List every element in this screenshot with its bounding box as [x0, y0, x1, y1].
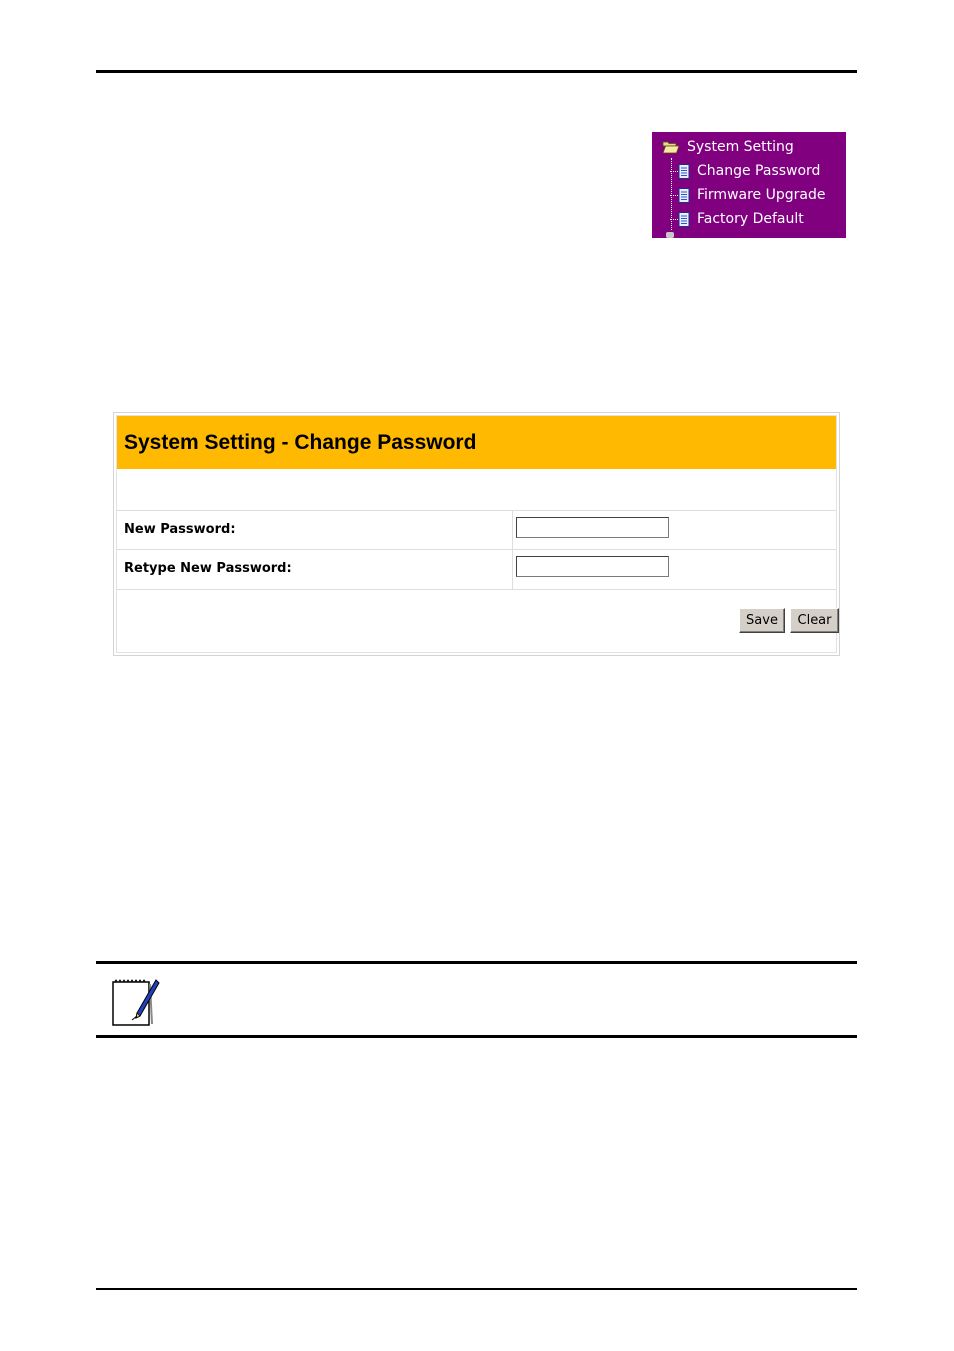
tree-item-change-password[interactable]: [678, 161, 820, 181]
page-header-rule: [96, 70, 857, 73]
row-divider: [117, 589, 836, 590]
tree-item-label: Change Password: [697, 163, 821, 179]
retype-password-label: Retype New Password:: [124, 561, 292, 576]
tree-root-label: System Setting: [687, 139, 794, 155]
note-bottom-rule: [96, 1035, 857, 1038]
column-divider: [512, 510, 513, 589]
page-icon: [678, 188, 690, 203]
page-icon: [678, 212, 690, 227]
folder-open-icon: [662, 140, 680, 154]
retype-password-input[interactable]: [516, 556, 669, 577]
page-footer-rule: [96, 1288, 857, 1290]
note-top-rule: [96, 961, 857, 964]
tree-item-label: Firmware Upgrade: [697, 187, 826, 203]
save-button[interactable]: Save: [739, 608, 785, 633]
tree-item-label: Factory Default: [697, 211, 804, 227]
page-title: System Setting - Change Password: [124, 430, 477, 454]
change-password-panel: [113, 412, 840, 656]
tree-item-firmware-upgrade[interactable]: [678, 185, 825, 205]
row-divider: [117, 510, 836, 511]
tree-item-system-setting[interactable]: [662, 137, 794, 157]
new-password-label: New Password:: [124, 522, 236, 537]
panel-header: [117, 416, 836, 469]
notepad-pen-icon: [110, 976, 160, 1028]
clear-button[interactable]: Clear: [790, 608, 839, 633]
page-icon: [678, 164, 690, 179]
tree-menu: [652, 132, 846, 238]
row-divider: [117, 549, 836, 550]
tree-next-item-stub: [666, 232, 674, 238]
tree-item-factory-default[interactable]: [678, 209, 804, 229]
new-password-input[interactable]: [516, 517, 669, 538]
